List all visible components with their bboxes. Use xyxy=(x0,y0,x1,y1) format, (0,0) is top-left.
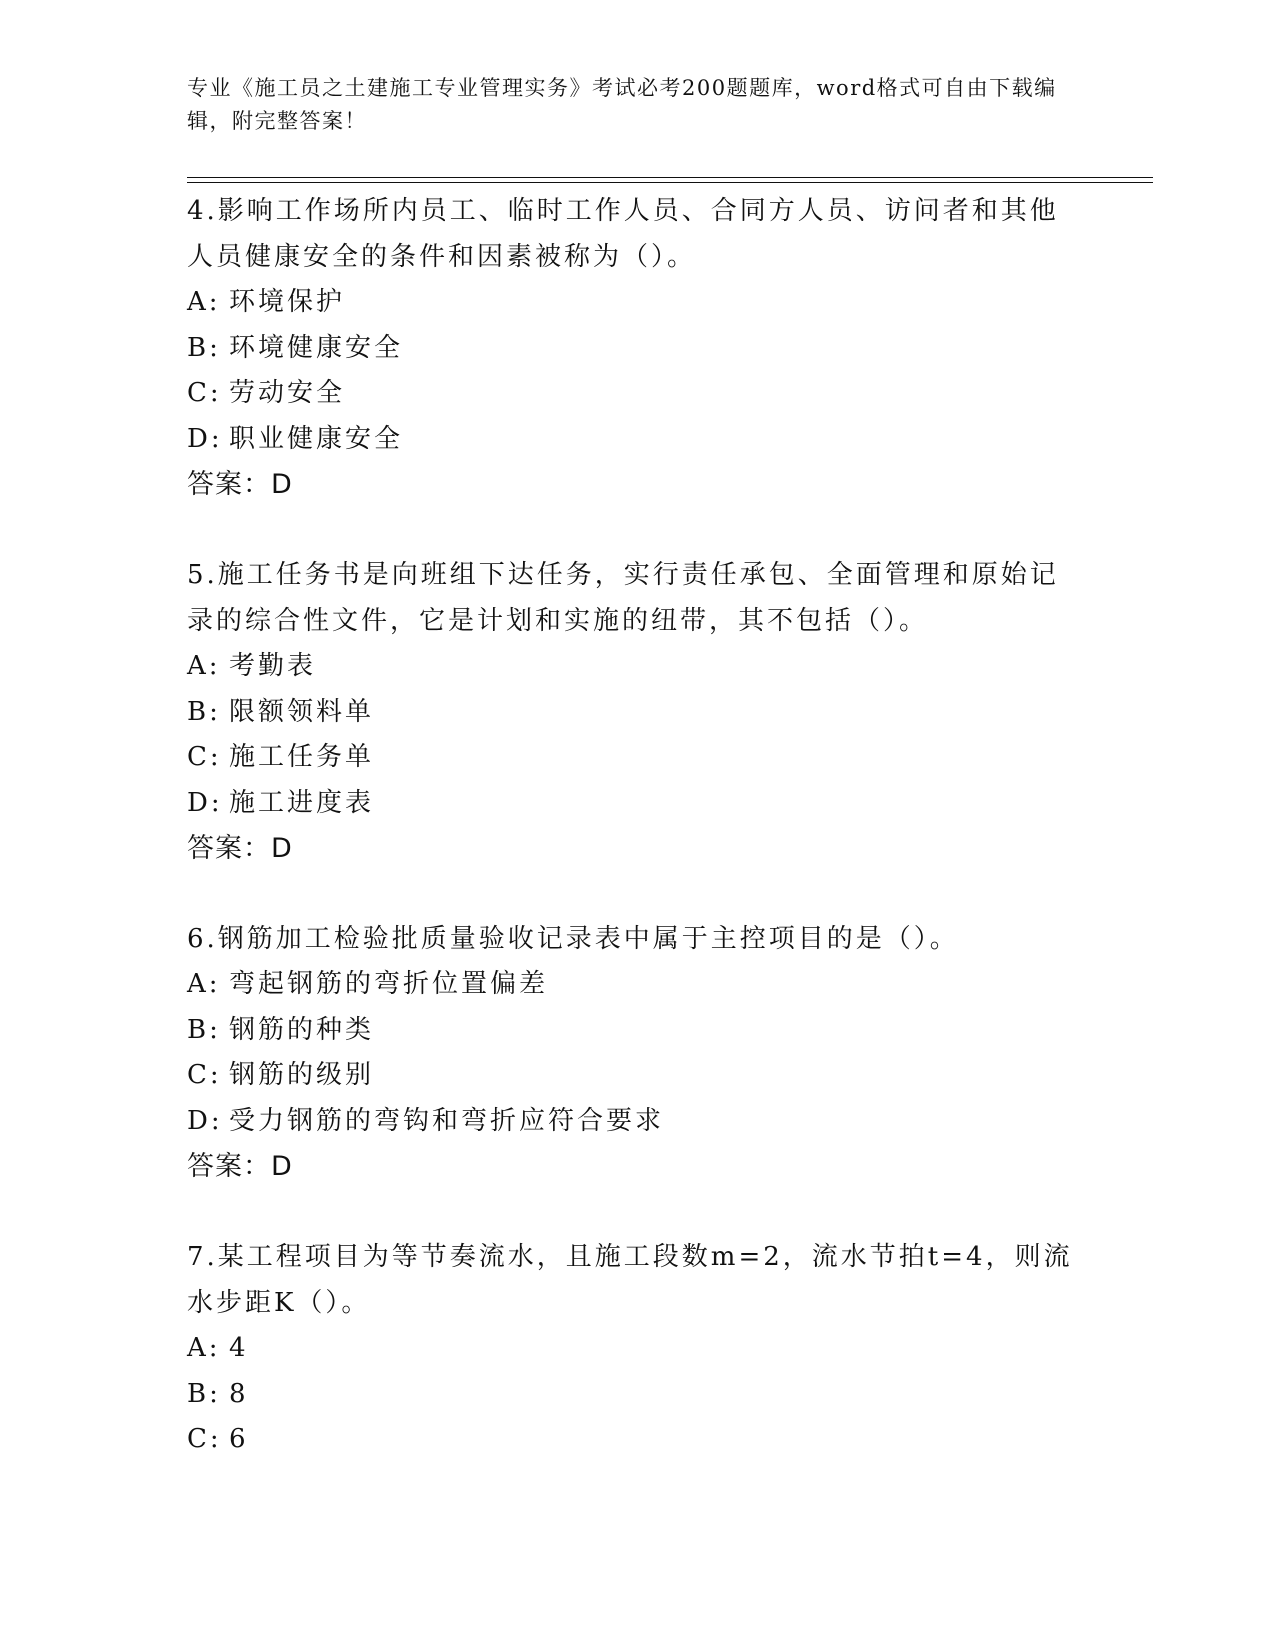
option-text: 弯起钢筋的弯折位置偏差 xyxy=(229,969,549,999)
option-b xyxy=(187,326,1087,372)
document-header: 专业《施工员之土建施工专业管理实务》考试必考200题题库，word格式可自由下载编辑，附完整答案！ xyxy=(187,76,1057,133)
option-text: 考勤表 xyxy=(229,651,317,681)
option-text: 限额领料单 xyxy=(229,696,375,727)
option-a xyxy=(187,644,1087,690)
question-6 xyxy=(187,916,1087,1190)
option-key: C: xyxy=(187,378,222,408)
option-key: D: xyxy=(187,423,223,454)
option-key: A: xyxy=(187,969,221,999)
option-b xyxy=(187,1008,1087,1054)
option-a xyxy=(187,1326,1087,1372)
answer-line: 答案：D xyxy=(187,833,293,864)
option-text: 劳动安全 xyxy=(229,378,346,408)
option-c xyxy=(187,1417,1087,1463)
option-text: 钢筋的种类 xyxy=(229,1014,375,1045)
option-key: A: xyxy=(187,287,221,317)
option-key: B: xyxy=(187,1378,221,1409)
question-stem: 6.钢筋加工检验批质量验收记录表中属于主控项目的是（）。 xyxy=(187,924,959,954)
option-text: 施工任务单 xyxy=(229,742,375,772)
option-key: C: xyxy=(187,742,222,772)
option-a xyxy=(187,962,1087,1008)
option-key: A: xyxy=(187,651,221,681)
option-b xyxy=(187,690,1087,736)
option-text: 8 xyxy=(229,1378,249,1409)
option-text: 受力钢筋的弯钩和弯折应符合要求 xyxy=(229,1105,665,1136)
option-d xyxy=(187,1099,1087,1145)
option-text: 施工进度表 xyxy=(229,787,375,818)
option-text: 6 xyxy=(229,1424,249,1454)
option-key: B: xyxy=(187,696,221,727)
option-text: 职业健康安全 xyxy=(229,423,404,454)
option-d xyxy=(187,417,1087,463)
option-c xyxy=(187,371,1087,417)
option-key: B: xyxy=(187,1014,221,1045)
question-stem: 4.影响工作场所内员工、临时工作人员、合同方人员、访问者和其他人员健康安全的条件和因素被称为（）。 xyxy=(187,196,1059,272)
answer-line: 答案：D xyxy=(187,1151,293,1182)
option-text: 钢筋的级别 xyxy=(229,1060,375,1090)
option-key: C: xyxy=(187,1060,222,1090)
question-5 xyxy=(187,552,1087,872)
question-stem: 5.施工任务书是向班组下达任务，实行责任承包、全面管理和原始记录的综合性文件，它是计划和实施的纽带，其不包括（）。 xyxy=(187,560,1059,636)
option-c xyxy=(187,1053,1087,1099)
header-divider-top xyxy=(187,177,1153,178)
option-key: D: xyxy=(187,1105,223,1136)
question-stem: 7.某工程项目为等节奏流水，且施工段数m=2，流水节拍t=4，则流水步距K（）。 xyxy=(187,1242,1073,1318)
option-b xyxy=(187,1372,1087,1418)
question-7 xyxy=(187,1234,1087,1463)
option-c xyxy=(187,735,1087,781)
question-4 xyxy=(187,188,1087,508)
answer-line: 答案：D xyxy=(187,469,293,500)
option-a xyxy=(187,280,1087,326)
option-key: D: xyxy=(187,787,223,818)
option-text: 环境保护 xyxy=(229,287,346,317)
option-d xyxy=(187,781,1087,827)
option-text: 环境健康安全 xyxy=(229,332,404,363)
option-key: A: xyxy=(187,1333,221,1363)
option-key: B: xyxy=(187,332,221,363)
option-text: 4 xyxy=(229,1333,249,1363)
option-key: C: xyxy=(187,1424,222,1454)
header-divider-bottom xyxy=(187,182,1153,183)
